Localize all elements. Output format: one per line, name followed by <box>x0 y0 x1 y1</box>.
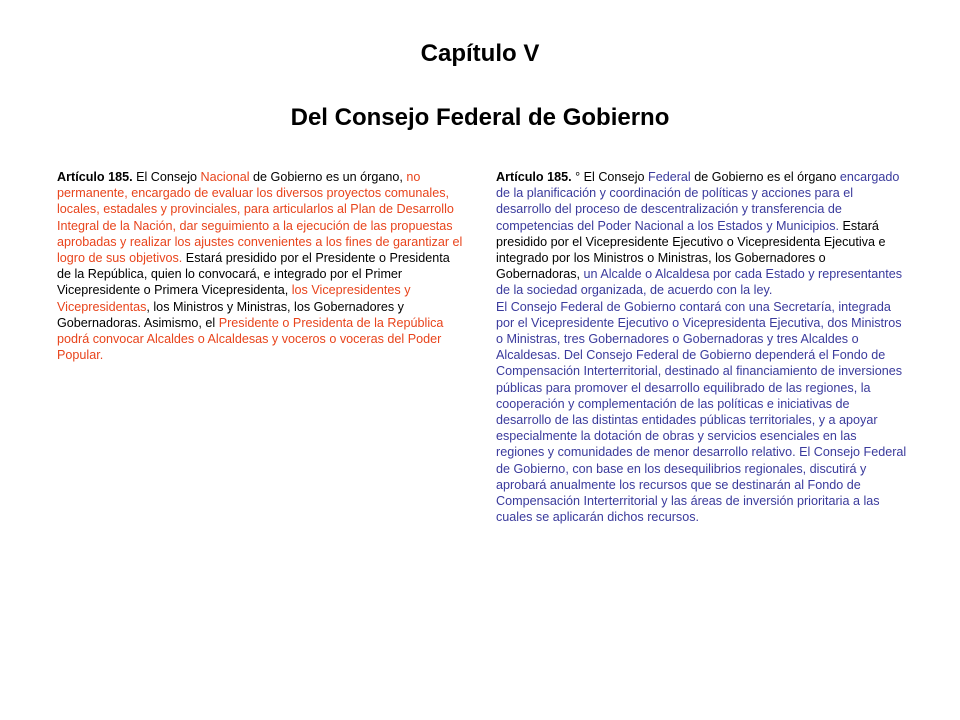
text-segment: de Gobierno es el órgano <box>690 170 840 184</box>
amended-article-column <box>496 169 908 525</box>
text-segment: de Gobierno es un órgano, <box>249 170 407 184</box>
text-segment: ° El Consejo <box>571 170 649 184</box>
amended-article-text <box>496 169 908 299</box>
text-segment: El Consejo <box>132 170 201 184</box>
highlight-segment: no permanente, encargado de evaluar los diversos proyectos comunales, locales, estadales y provinciales, para articularlos al Plan de Desarrollo Integral de la Nación, dar seguimiento a la ejecución de las propuestas aprobadas y realizar los ajustes convenientes a los fines de garantizar el logro de sus objetivos. <box>57 170 463 266</box>
original-article-text <box>57 169 467 363</box>
text-segment: Estará presidido por el Vicepresidente Ejecutivo o Vicepresidenta Ejecutiva e integrado por los Ministros o Ministras, los Gobernadores o Gobernadoras, <box>496 218 886 282</box>
highlight-segment: encargado de la planificación y coordinación de políticas y acciones para el desarrollo del proceso de descentralización y transferencia de competencias del Poder Nacional a los Estados y Municipios. <box>496 170 900 233</box>
article-label: Artículo 185. <box>57 170 133 184</box>
chapter-subtitle: Del Consejo Federal de Gobierno <box>290 104 670 131</box>
chapter-title: Capítulo V <box>420 40 540 67</box>
original-article-column <box>57 169 467 363</box>
highlight-segment: los Vicepresidentes y Vicepresidentas <box>57 283 411 314</box>
highlight-segment: Presidente o Presidenta de la República podrá convocar Alcaldes o Alcaldesas y voceros o voceras del Poder Popular. <box>57 315 444 363</box>
article-label: Artículo 185. <box>496 170 572 184</box>
highlight-segment: Nacional <box>200 170 250 184</box>
highlight-segment: un Alcalde o Alcaldesa por cada Estado y representantes de la sociedad organizada, de acuerdo con la ley. <box>496 267 903 298</box>
text-segment: , los Ministros y Ministras, los Gobernadores y Gobernadoras. Asimismo, el <box>57 299 404 330</box>
amended-article-paragraph-2: El Consejo Federal de Gobierno contará con una Secretaría, integrada por el Vicepresidente Ejecutivo o Vicepresidenta Ejecutiva, dos Ministros o Ministras, tres Gobernadores o Gobernadoras y tres Alcaldes o Alcaldesas. Del Consejo Federal de Gobierno dependerá el Fondo de Compensación Interterritorial, destinado al financiamiento de inversiones públicas para promover el desarrollo equilibrado de las regiones, la cooperación y complementación de las políticas e iniciativas de desarrollo de las distintas entidades públicas territoriales, y a apoyar especialmente la dotación de obras y servicios esenciales en las regiones y comunidades de menor desarrollo relativo. El Consejo Federal de Gobierno, con base en los desequilibrios regionales, discutirá y aprobará anualmente los recursos que se destinarán al Fondo de Compensación Interterritorial y las áreas de inversión prioritaria a las cuales se aplicarán dichos recursos. <box>496 299 907 525</box>
highlight-segment: Federal <box>648 170 691 184</box>
text-segment: Estará presidido por el Presidente o Presidenta de la República, quien lo convocará, e integrado por el Primer Vicepresidente o Primera Vicepresidenta, <box>57 251 450 298</box>
